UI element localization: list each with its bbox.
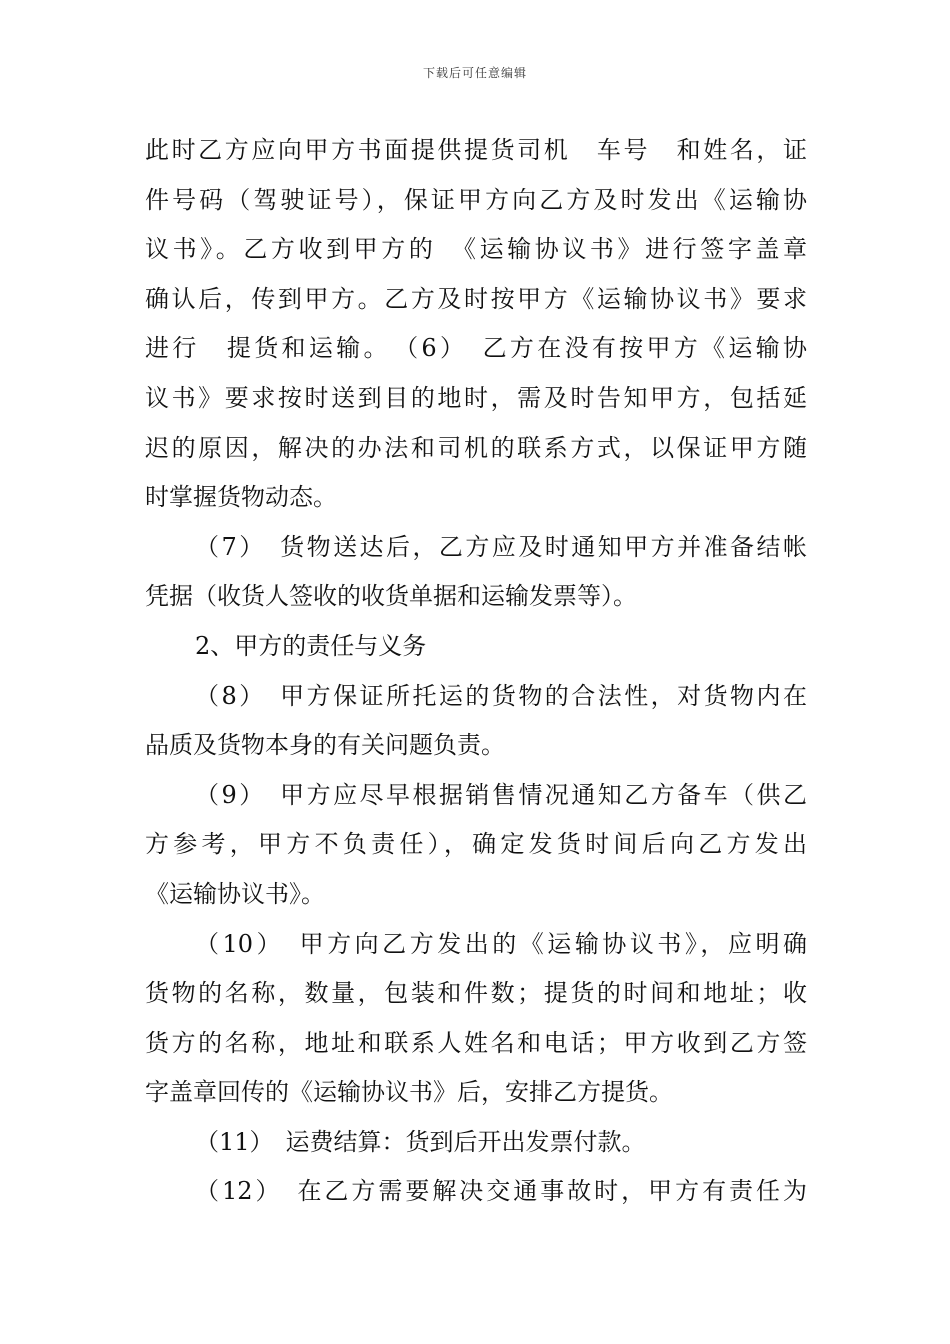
paragraph-line: 字盖章回传的《运输协议书》后，安排乙方提货。 — [145, 1078, 673, 1107]
paragraph-line: 迟的原因，解决的办法和司机的联系方式，以保证甲方随 — [145, 433, 807, 462]
document-body — [145, 126, 807, 1217]
paragraph-line: 件号码（驾驶证号），保证甲方向乙方及时发出《运输协 — [145, 185, 807, 214]
paragraph-line: 进行 提货和运输。 （6） 乙方在没有按甲方《运输协 — [145, 334, 807, 363]
clause-10-line: （10） 甲方向乙方发出的《运输协议书》，应明确 — [195, 929, 807, 958]
clause-7-line: （7） 货物送达后，乙方应及时通知甲方并准备结帐 — [195, 532, 807, 561]
paragraph-line: 此时乙方应向甲方书面提供提货司机 车号 和姓名，证 — [145, 136, 807, 164]
paragraph-line: 方参考，甲方不负责任），确定发货时间后向乙方发出 — [145, 830, 807, 859]
paragraph-line: 时掌握货物动态。 — [145, 483, 337, 512]
clause-12-line: （12） 在乙方需要解决交通事故时，甲方有责任为 — [195, 1177, 807, 1206]
paragraph-line: 《运输协议书》。 — [145, 879, 325, 908]
paragraph-line: 品质及货物本身的有关问题负责。 — [145, 731, 505, 760]
paragraph-line: 凭据（收货人签收的收货单据和运输发票等）。 — [145, 582, 637, 611]
page-header: 下载后可任意编辑 — [422, 66, 527, 80]
section-heading: 2、甲方的责任与义务 — [195, 631, 427, 660]
clause-9-line: （9） 甲方应尽早根据销售情况通知乙方备车（供乙 — [195, 780, 807, 809]
paragraph-line: 货物的名称，数量，包装和件数；提货的时间和地址；收 — [145, 979, 807, 1008]
clause-11-line: （11） 运费结算：货到后开出发票付款。 — [195, 1127, 646, 1156]
paragraph-line: 议书》。乙方收到甲方的 《运输协议书》进行签字盖章 — [145, 235, 807, 264]
paragraph-line: 货方的名称，地址和联系人姓名和电话；甲方收到乙方签 — [145, 1028, 807, 1057]
paragraph-line: 议书》要求按时送到目的地时，需及时告知甲方，包括延 — [145, 383, 807, 412]
clause-8-line: （8） 甲方保证所托运的货物的合法性，对货物内在 — [195, 681, 807, 710]
paragraph-line: 确认后，传到甲方。乙方及时按甲方《运输协议书》要求 — [145, 284, 807, 313]
